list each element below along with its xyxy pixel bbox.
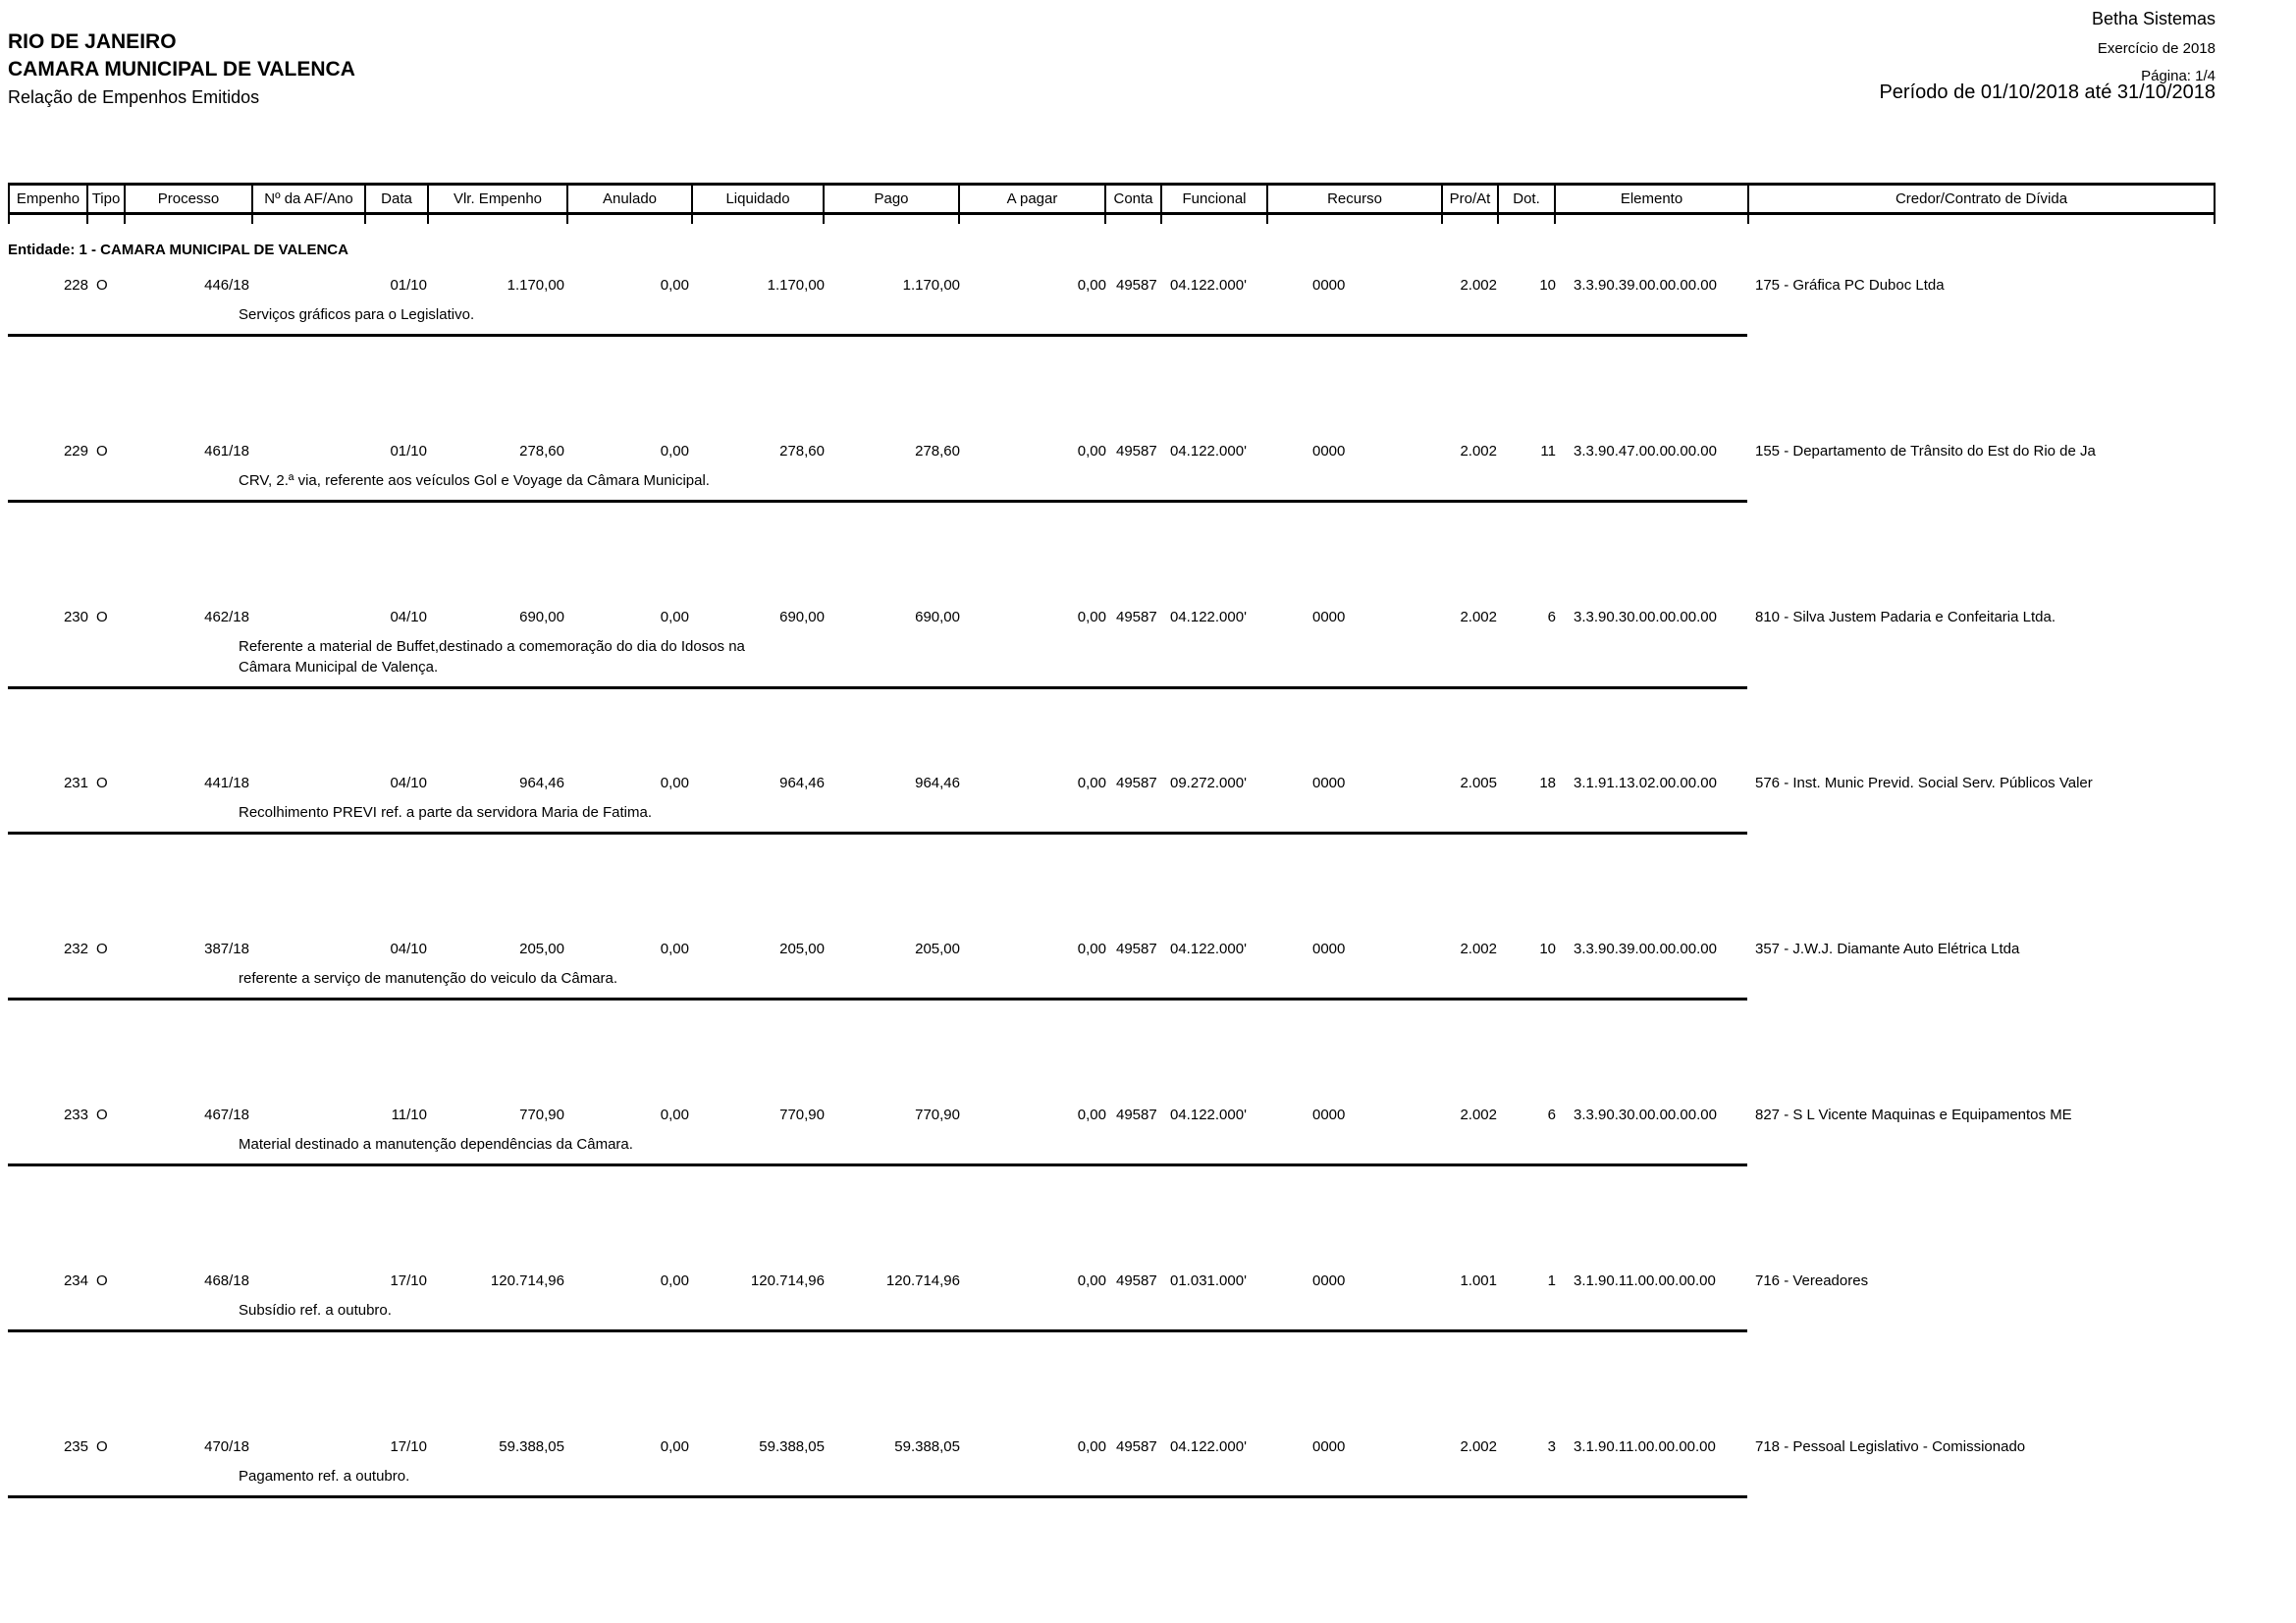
empenho-anulado: 0,00 [660,1438,689,1455]
column-header: Pago [825,186,960,212]
empenho-elemento: 3.1.91.13.02.00.00.00 [1574,775,1717,791]
column-tick [1268,215,1443,224]
empenho-pro-at: 2.002 [1460,941,1497,957]
empenho-funcional: 04.122.000' [1170,277,1247,294]
empenho-description [239,636,2216,677]
empenho-row [8,940,2216,959]
column-tick [960,215,1106,224]
empenho-dot: 1 [1547,1272,1556,1289]
empenho-processo: 461/18 [204,443,249,460]
empenho-conta: 49587 [1116,277,1157,294]
empenho-conta: 49587 [1116,775,1157,791]
empenho-tipo: O [96,941,108,957]
empenho-a-pagar: 0,00 [1077,1438,1106,1455]
empenho-af-ano [253,1437,366,1457]
empenho-liquidado: 690,00 [779,609,825,625]
empenho-description [239,304,2216,325]
empenho-pago: 964,46 [915,775,960,791]
empenho-af-ano [253,1271,366,1291]
empenho-description [239,1134,2216,1155]
empenho-number: 234 [63,1272,88,1289]
empenho-processo: 441/18 [204,775,249,791]
empenho-a-pagar: 0,00 [1077,277,1106,294]
empenho-recurso: 0000 [1312,775,1346,791]
empenho-dot: 18 [1539,775,1556,791]
empenho-credor: 155 - Departamento de Trânsito do Est do Rio de Ja [1755,443,2096,460]
empenho-credor: 718 - Pessoal Legislativo - Comissionado [1755,1438,2026,1455]
empenho-row [8,1437,2216,1457]
empenho-conta: 49587 [1116,443,1157,460]
description-line: Subsídio ref. a outubro. [239,1302,392,1319]
empenho-funcional: 04.122.000' [1170,941,1247,957]
column-header: Pro/At [1443,186,1499,212]
column-header: Recurso [1268,186,1443,212]
empenho-funcional: 01.031.000' [1170,1272,1247,1289]
empenho-dot: 6 [1547,1107,1556,1123]
description-line: referente a serviço de manutenção do veiculo da Câmara. [239,970,618,987]
column-tick [126,215,253,224]
empenho-description [239,1466,2216,1487]
description-line: Serviços gráficos para o Legislativo. [239,306,475,323]
empenho-row [8,608,2216,627]
table-header-row [8,183,2216,215]
empenho-description [239,1300,2216,1321]
empenho-credor: 357 - J.W.J. Diamante Auto Elétrica Ltda [1755,941,2020,957]
empenho-data: 04/10 [390,941,427,957]
entity-line: Entidade: 1 - CAMARA MUNICIPAL DE VALENCA [8,242,348,258]
empenho-funcional: 04.122.000' [1170,1438,1247,1455]
row-separator [8,1495,1747,1498]
empenho-dot: 10 [1539,941,1556,957]
empenho-a-pagar: 0,00 [1077,443,1106,460]
empenho-pago: 690,00 [915,609,960,625]
empenho-tipo: O [96,775,108,791]
empenho-liquidado: 59.388,05 [759,1438,825,1455]
column-tick [568,215,693,224]
empenho-processo: 468/18 [204,1272,249,1289]
empenho-conta: 49587 [1116,609,1157,625]
empenho-data: 01/10 [390,443,427,460]
empenho-credor: 810 - Silva Justem Padaria e Confeitaria Ltda. [1755,609,2056,625]
empenho-funcional: 04.122.000' [1170,1107,1247,1123]
row-separator [8,998,1747,1001]
column-header: Data [366,186,429,212]
empenho-anulado: 0,00 [660,941,689,957]
column-tick [1556,215,1749,224]
column-header: Vlr. Empenho [429,186,568,212]
empenho-conta: 49587 [1116,1438,1157,1455]
vendor-name: Betha Sistemas [2091,9,2216,28]
empenho-pro-at: 2.002 [1460,1438,1497,1455]
column-header: Elemento [1556,186,1749,212]
row-separator [8,686,1747,689]
empenho-dot: 6 [1547,609,1556,625]
empenho-af-ano [253,608,366,627]
empenho-description [239,470,2216,491]
empenho-liquidado: 120.714,96 [750,1272,825,1289]
empenho-credor: 576 - Inst. Munic Previd. Social Serv. Públicos Valer [1755,775,2093,791]
empenho-pago: 770,90 [915,1107,960,1123]
row-separator [8,1163,1747,1166]
empenho-elemento: 3.1.90.11.00.00.00.00 [1574,1272,1716,1289]
empenho-valor: 770,90 [519,1107,564,1123]
column-header: Tipo [88,186,126,212]
column-tick [253,215,366,224]
empenho-pro-at: 1.001 [1460,1272,1497,1289]
empenho-block [8,442,2216,503]
empenho-anulado: 0,00 [660,1272,689,1289]
empenho-data: 01/10 [390,277,427,294]
empenho-valor: 205,00 [519,941,564,957]
column-tick [1106,215,1162,224]
column-header: Anulado [568,186,693,212]
empenho-af-ano [253,1106,366,1125]
empenho-number: 230 [63,609,88,625]
empenho-elemento: 3.3.90.39.00.00.00.00 [1574,277,1717,294]
column-header: Liquidado [693,186,825,212]
empenho-row [8,276,2216,296]
empenho-anulado: 0,00 [660,443,689,460]
column-tick [1749,215,2216,224]
empenho-a-pagar: 0,00 [1077,609,1106,625]
empenho-pago: 1.170,00 [902,277,960,294]
page-number: Página: 1/4 [2141,68,2216,84]
empenho-dot: 3 [1547,1438,1556,1455]
empenho-number: 231 [63,775,88,791]
column-tick [1499,215,1556,224]
column-tick [825,215,960,224]
column-header: Conta [1106,186,1162,212]
empenho-description [239,968,2216,989]
empenho-block [8,940,2216,1001]
column-tick [8,215,88,224]
empenho-pro-at: 2.002 [1460,1107,1497,1123]
empenho-elemento: 3.1.90.11.00.00.00.00 [1574,1438,1716,1455]
column-tick [88,215,126,224]
empenho-pro-at: 2.002 [1460,609,1497,625]
empenho-tipo: O [96,1438,108,1455]
empenho-recurso: 0000 [1312,277,1346,294]
empenho-description [239,802,2216,823]
empenho-af-ano [253,276,366,296]
empenho-pro-at: 2.002 [1460,277,1497,294]
empenho-number: 228 [63,277,88,294]
empenho-recurso: 0000 [1312,609,1346,625]
empenho-credor: 827 - S L Vicente Maquinas e Equipamentos ME [1755,1107,2072,1123]
empenho-pago: 205,00 [915,941,960,957]
empenho-af-ano [253,774,366,793]
empenho-af-ano [253,442,366,461]
description-line: Pagamento ref. a outubro. [239,1468,410,1485]
empenho-a-pagar: 0,00 [1077,1107,1106,1123]
empenho-tipo: O [96,443,108,460]
empenho-anulado: 0,00 [660,1107,689,1123]
empenho-liquidado: 205,00 [779,941,825,957]
empenho-anulado: 0,00 [660,277,689,294]
empenho-recurso: 0000 [1312,1438,1346,1455]
empenho-conta: 49587 [1116,941,1157,957]
empenho-block [8,1106,2216,1166]
empenho-valor: 278,60 [519,443,564,460]
state-name: RIO DE JANEIRO [8,30,177,53]
empenho-a-pagar: 0,00 [1077,775,1106,791]
report-title: Relação de Empenhos Emitidos [8,87,260,107]
empenho-recurso: 0000 [1312,941,1346,957]
column-header: A pagar [960,186,1106,212]
empenho-dot: 11 [1540,443,1556,460]
column-tick [429,215,568,224]
column-tick [1162,215,1268,224]
empenho-pro-at: 2.005 [1460,775,1497,791]
empenho-tipo: O [96,1107,108,1123]
empenho-recurso: 0000 [1312,1272,1346,1289]
empenho-valor: 1.170,00 [507,277,564,294]
empenho-data: 04/10 [390,775,427,791]
empenho-recurso: 0000 [1312,1107,1346,1123]
column-tick [366,215,429,224]
empenho-liquidado: 278,60 [779,443,825,460]
empenho-liquidado: 964,46 [779,775,825,791]
period-label: Período de 01/10/2018 até 31/10/2018 [1879,81,2216,103]
empenho-row [8,1271,2216,1291]
empenho-block [8,276,2216,337]
empenho-number: 229 [63,443,88,460]
page-content [8,0,2216,1623]
empenho-processo: 387/18 [204,941,249,957]
column-tick [693,215,825,224]
empenho-valor: 690,00 [519,609,564,625]
column-header: Dot. [1499,186,1556,212]
empenho-processo: 470/18 [204,1438,249,1455]
empenho-dot: 10 [1539,277,1556,294]
empenho-row [8,1106,2216,1125]
empenho-row [8,442,2216,461]
empenho-funcional: 04.122.000' [1170,443,1247,460]
column-header: Nº da AF/Ano [253,186,366,212]
empenho-block [8,608,2216,689]
empenho-tipo: O [96,609,108,625]
empenho-elemento: 3.3.90.47.00.00.00.00 [1574,443,1717,460]
empenho-data: 11/10 [391,1107,427,1123]
empenho-recurso: 0000 [1312,443,1346,460]
empenho-liquidado: 770,90 [779,1107,825,1123]
row-separator [8,1329,1747,1332]
empenho-elemento: 3.3.90.30.00.00.00.00 [1574,609,1717,625]
empenho-pago: 278,60 [915,443,960,460]
empenho-pro-at: 2.002 [1460,443,1497,460]
description-line: Recolhimento PREVI ref. a parte da servidora Maria de Fatima. [239,804,653,821]
empenho-anulado: 0,00 [660,775,689,791]
empenho-tipo: O [96,1272,108,1289]
empenho-row [8,774,2216,793]
empenho-af-ano [253,940,366,959]
empenho-data: 04/10 [390,609,427,625]
empenho-elemento: 3.3.90.39.00.00.00.00 [1574,941,1717,957]
empenho-block [8,1271,2216,1332]
empenho-funcional: 04.122.000' [1170,609,1247,625]
empenho-tipo: O [96,277,108,294]
empenho-credor: 716 - Vereadores [1755,1272,1869,1289]
table-header-ticks [8,215,2216,224]
empenho-conta: 49587 [1116,1107,1157,1123]
row-separator [8,334,1747,337]
empenho-block [8,774,2216,835]
empenho-processo: 446/18 [204,277,249,294]
empenho-number: 232 [63,941,88,957]
empenho-data: 17/10 [390,1272,427,1289]
empenho-credor: 175 - Gráfica PC Duboc Ltda [1755,277,1945,294]
description-line: Referente a material de Buffet,destinado a comemoração do dia do Idosos na [239,638,745,655]
empenho-pago: 59.388,05 [894,1438,960,1455]
empenho-number: 233 [63,1107,88,1123]
empenho-pago: 120.714,96 [885,1272,960,1289]
empenho-processo: 462/18 [204,609,249,625]
empenho-valor: 120.714,96 [490,1272,564,1289]
empenho-funcional: 09.272.000' [1170,775,1247,791]
description-line: Material destinado a manutenção dependências da Câmara. [239,1136,633,1153]
empenho-number: 235 [63,1438,88,1455]
column-header: Credor/Contrato de Dívida [1749,186,2216,212]
empenho-processo: 467/18 [204,1107,249,1123]
empenho-a-pagar: 0,00 [1077,941,1106,957]
column-tick [1443,215,1499,224]
empenho-liquidado: 1.170,00 [767,277,825,294]
exercise-label: Exercício de 2018 [2097,40,2216,57]
row-separator [8,832,1747,835]
column-header: Processo [126,186,253,212]
column-header: Funcional [1162,186,1268,212]
description-line: CRV, 2.ª via, referente aos veículos Gol e Voyage da Câmara Municipal. [239,472,710,489]
empenho-elemento: 3.3.90.30.00.00.00.00 [1574,1107,1717,1123]
empenho-block [8,1437,2216,1498]
empenho-valor: 59.388,05 [499,1438,564,1455]
description-line: Câmara Municipal de Valença. [239,659,439,676]
empenho-a-pagar: 0,00 [1077,1272,1106,1289]
empenho-anulado: 0,00 [660,609,689,625]
empenho-data: 17/10 [390,1438,427,1455]
empenho-valor: 964,46 [519,775,564,791]
organization-name: CAMARA MUNICIPAL DE VALENCA [8,58,355,81]
row-separator [8,500,1747,503]
empenho-conta: 49587 [1116,1272,1157,1289]
column-header: Empenho [8,186,88,212]
